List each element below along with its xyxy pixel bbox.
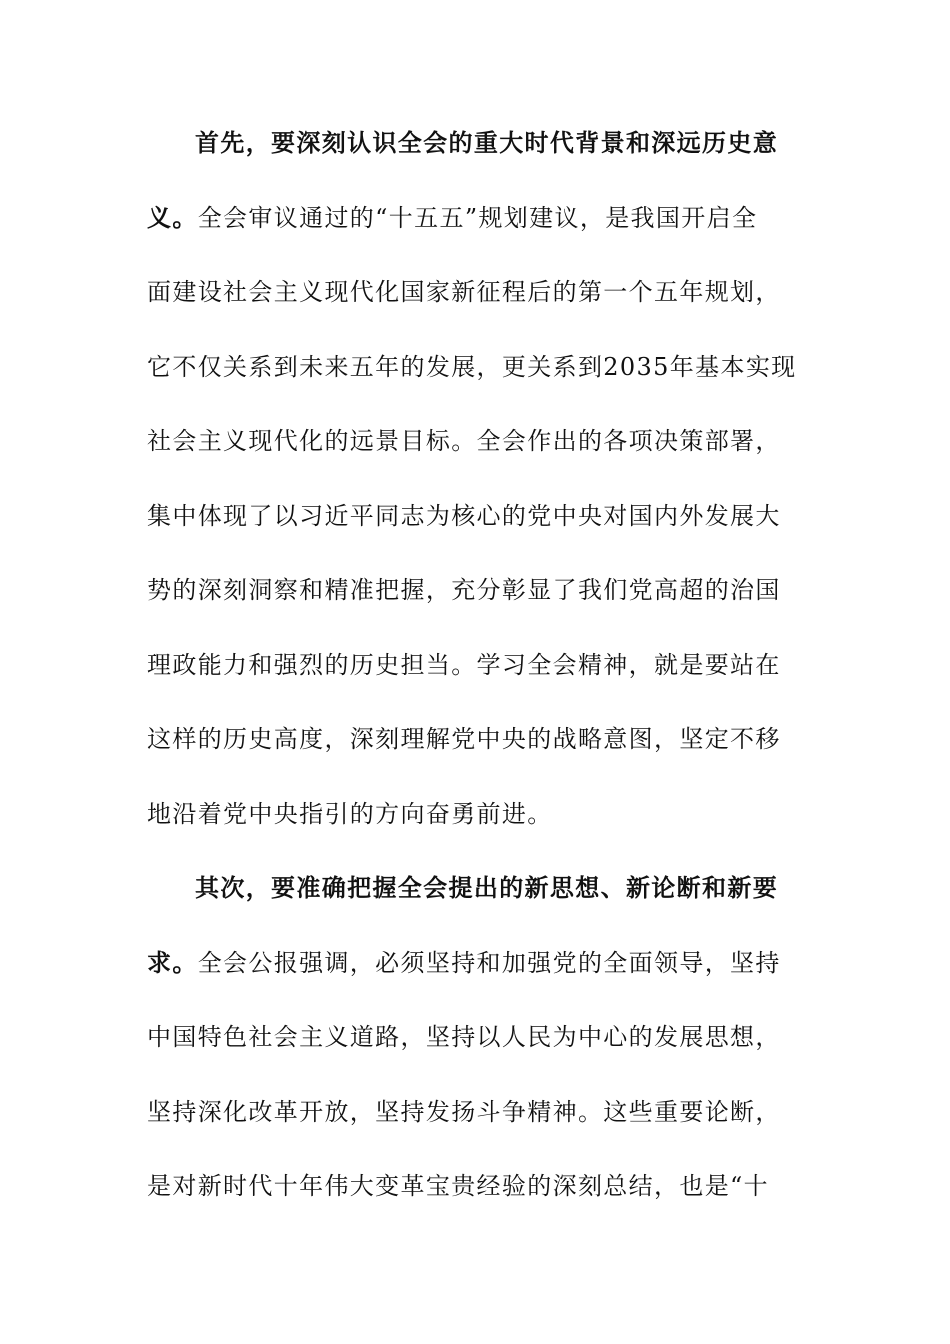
text-line [147, 491, 807, 566]
body-text: 面建设社会主义现代化国家新征程后的第一个五年规划， [147, 278, 781, 306]
body-text: 地沿着党中央指引的方向奋勇前进。 [147, 799, 553, 828]
body-text: 全会公报强调，必须坚持和加强党的全面领导，坚持 [197, 948, 781, 977]
body-text: 这样的历史高度，深刻理解党中央的战略意图，坚定不移 [147, 725, 781, 753]
body-text: 势的深刻洞察和精准把握，充分彰显了我们党高超的治国 [147, 576, 781, 604]
paragraph-2 [147, 863, 807, 1236]
document-body [147, 118, 807, 1236]
text-line [147, 714, 807, 789]
text-line [147, 1087, 807, 1162]
body-text: 它不仅关系到未来五年的发展，更关系到2035年基本实现 [147, 352, 797, 381]
body-text: 坚持深化改革开放，坚持发扬斗争精神。这些重要论断， [147, 1097, 781, 1126]
text-line [147, 789, 807, 864]
heading-text: 首先，要深刻认识全会的重大时代背景和深远历史意 [195, 128, 779, 157]
body-text: 中国特色社会主义道路，坚持以人民为中心的发展思想， [147, 1023, 781, 1051]
heading-text: 其次，要准确把握全会提出的新思想、新论断和新要 [195, 873, 779, 902]
text-line [147, 565, 807, 640]
heading-text: 义。 [147, 202, 198, 232]
text-line [147, 416, 807, 491]
body-text: 全会审议通过的“十五五”规划建议，是我国开启全 [197, 203, 758, 232]
text-line [147, 1012, 807, 1087]
paragraph-1 [147, 118, 807, 863]
heading-text: 求。 [147, 947, 198, 977]
body-text: 是对新时代十年伟大变革宝贵经验的深刻总结，也是“十 [147, 1172, 770, 1200]
text-line [147, 118, 807, 193]
text-line [147, 267, 807, 342]
text-line [147, 342, 807, 417]
body-text: 集中体现了以习近平同志为核心的党中央对国内外发展大 [147, 501, 781, 530]
text-line [147, 938, 807, 1013]
text-line [147, 640, 807, 715]
body-text: 理政能力和强烈的历史担当。学习全会精神，就是要站在 [147, 650, 781, 679]
body-text: 社会主义现代化的远景目标。全会作出的各项决策部署， [147, 427, 781, 455]
text-line [147, 193, 807, 268]
text-line [147, 863, 807, 938]
text-line [147, 1161, 807, 1236]
